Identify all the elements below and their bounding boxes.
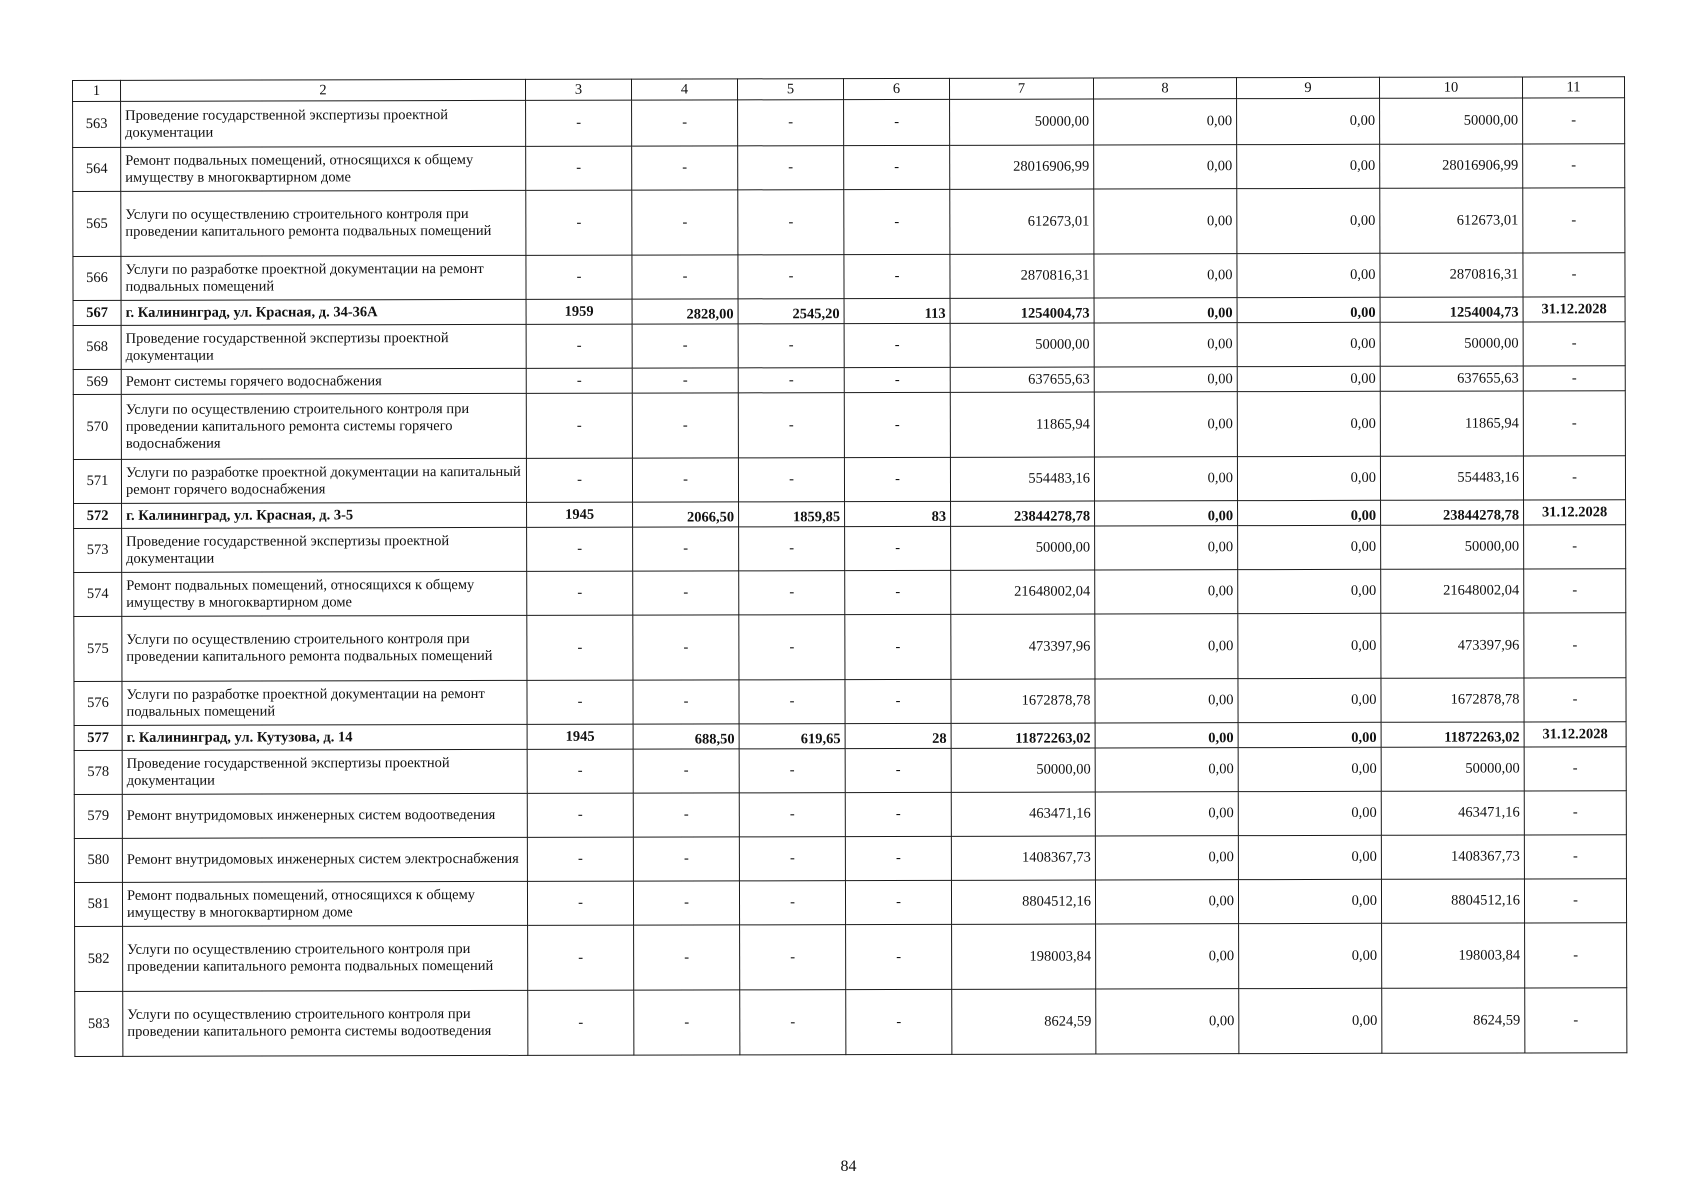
column-header: 2 (121, 79, 526, 101)
cell-col4: - (633, 881, 739, 925)
cell-col8: 0,00 (1095, 679, 1238, 723)
row-number: 563 (73, 101, 121, 147)
cell-col5: - (738, 100, 844, 146)
cell-col6: - (845, 614, 951, 679)
cell-col4: - (632, 368, 738, 393)
completion-date: 31.12.2028 (1524, 722, 1626, 747)
cell-col6: - (844, 367, 950, 392)
cell-col6: 28 (845, 723, 951, 748)
cell-col8: 0,00 (1095, 614, 1238, 679)
cell-col4: - (634, 990, 740, 1055)
cell-col3: - (526, 458, 632, 502)
cell-col9: 0,00 (1238, 791, 1381, 835)
cell-col9: 0,00 (1239, 923, 1382, 988)
cell-col7: 554483,16 (950, 457, 1094, 501)
cell-col3: - (526, 324, 632, 368)
capital-repair-table (72, 76, 1627, 1057)
cell-col5: - (739, 527, 845, 571)
cell-col6: - (845, 570, 951, 614)
cell-col10: 50000,00 (1381, 525, 1524, 569)
row-number: 583 (75, 991, 123, 1056)
page-number: 84 (840, 1158, 857, 1175)
cell-col9: 0,00 (1237, 144, 1380, 188)
cell-col7: 8624,59 (952, 989, 1096, 1054)
cell-col5: 1859,85 (739, 502, 845, 527)
row-number: 575 (74, 616, 122, 681)
cell-col7: 473397,96 (951, 614, 1095, 679)
cell-col10: 463471,16 (1381, 791, 1524, 835)
cell-col8: 0,00 (1096, 924, 1239, 989)
cell-col6: - (844, 457, 950, 501)
table-row (73, 391, 1625, 460)
cell-col11: - (1524, 569, 1626, 613)
cell-col10: 11865,94 (1380, 391, 1523, 456)
address-row (74, 500, 1626, 529)
cell-col5: - (738, 458, 844, 502)
cell-col7: 50000,00 (950, 323, 1094, 367)
row-number: 581 (74, 882, 122, 926)
cell-col5: 619,65 (739, 724, 845, 749)
cell-col7: 28016906,99 (950, 145, 1094, 189)
cell-col8: 0,00 (1094, 323, 1237, 367)
cell-col9: 0,00 (1237, 322, 1380, 366)
cell-col5: - (739, 881, 845, 925)
row-number: 579 (74, 794, 122, 838)
cell-col8: 0,00 (1094, 298, 1237, 323)
cell-col7: 11872263,02 (951, 723, 1095, 748)
build-year: 1959 (526, 299, 632, 324)
cell-col11: - (1524, 879, 1626, 923)
cell-col4: - (632, 458, 738, 502)
cell-col4: - (633, 749, 739, 793)
cell-col10: 28016906,99 (1380, 144, 1523, 188)
row-number: 582 (75, 926, 123, 991)
cell-col9: 0,00 (1237, 366, 1380, 391)
column-header: 8 (1093, 78, 1236, 99)
table-row (74, 613, 1626, 682)
work-description: Проведение государственной экспертизы проектной документации (122, 527, 527, 572)
work-description: Услуги по осуществлению строительного контроля при проведении капитального ремонта подвальных помещений (122, 615, 527, 681)
row-number: 572 (74, 503, 122, 528)
cell-col11: - (1523, 98, 1625, 144)
cell-col7: 463471,16 (951, 792, 1095, 836)
cell-col7: 8804512,16 (951, 880, 1095, 924)
column-header: 4 (631, 79, 737, 100)
work-description: Услуги по осуществлению строительного контроля при проведении капитального ремонта системы водоотведения (123, 990, 528, 1056)
cell-col7: 50000,00 (950, 99, 1094, 145)
row-number: 574 (74, 572, 122, 616)
completion-date: 31.12.2028 (1523, 297, 1625, 322)
table-row (75, 988, 1627, 1057)
cell-col3: - (527, 680, 633, 724)
column-header: 7 (949, 78, 1093, 99)
cell-col3: - (527, 881, 633, 925)
cell-col5: 2545,20 (738, 299, 844, 324)
cell-col3: - (526, 100, 632, 146)
cell-col7: 1254004,73 (950, 298, 1094, 323)
cell-col4: - (632, 100, 738, 146)
column-header: 11 (1522, 77, 1624, 98)
cell-col5: - (738, 393, 844, 458)
cell-col5: - (738, 255, 844, 299)
cell-col8: 0,00 (1094, 145, 1237, 189)
work-description: Услуги по осуществлению строительного контроля при проведении капитального ремонта системы горячего водоснабжения (121, 393, 526, 459)
cell-col5: - (738, 190, 844, 255)
row-number: 573 (74, 528, 122, 572)
cell-col9: 0,00 (1237, 188, 1380, 253)
cell-col11: - (1524, 525, 1626, 569)
cell-col4: - (633, 680, 739, 724)
table-row (74, 747, 1626, 795)
cell-col4: - (632, 255, 738, 299)
cell-col10: 21648002,04 (1381, 569, 1524, 613)
cell-col10: 1408367,73 (1381, 835, 1524, 879)
cell-col6: - (845, 880, 951, 924)
cell-col3: - (526, 190, 632, 255)
cell-col8: 0,00 (1094, 254, 1237, 298)
cell-col9: 0,00 (1237, 98, 1380, 144)
cell-col9: 0,00 (1238, 722, 1381, 747)
cell-col3: - (526, 368, 632, 393)
cell-col5: - (739, 571, 845, 615)
table-row (74, 525, 1626, 573)
cell-col9: 0,00 (1238, 879, 1381, 923)
cell-col10: 473397,96 (1381, 613, 1524, 678)
cell-col9: 0,00 (1238, 678, 1381, 722)
cell-col9: 0,00 (1238, 747, 1381, 791)
cell-col10: 554483,16 (1380, 456, 1523, 500)
table-row (75, 923, 1627, 992)
cell-col6: - (844, 99, 950, 145)
cell-col6: 83 (845, 501, 951, 526)
cell-col5: - (739, 793, 845, 837)
cell-col11: - (1524, 791, 1626, 835)
build-year: 1945 (527, 724, 633, 749)
cell-col7: 2870816,31 (950, 254, 1094, 298)
cell-col9: 0,00 (1238, 613, 1381, 678)
building-address: г. Калининград, ул. Красная, д. 3-5 (122, 502, 527, 528)
cell-col3: - (528, 925, 634, 990)
cell-col7: 50000,00 (951, 748, 1095, 792)
cell-col6: - (846, 989, 952, 1054)
cell-col7: 612673,01 (950, 189, 1094, 254)
row-number: 571 (73, 459, 121, 503)
work-description: Проведение государственной экспертизы проектной документации (121, 100, 526, 147)
cell-col11: - (1524, 747, 1626, 791)
cell-col7: 11865,94 (950, 392, 1094, 457)
cell-col11: - (1523, 366, 1625, 391)
cell-col4: 2066,50 (633, 502, 739, 527)
cell-col10: 198003,84 (1382, 923, 1525, 988)
cell-col10: 1672878,78 (1381, 678, 1524, 722)
cell-col11: - (1524, 613, 1626, 678)
cell-col8: 0,00 (1094, 457, 1237, 501)
table-row (74, 678, 1626, 726)
cell-col3: - (526, 146, 632, 190)
cell-col3: - (527, 837, 633, 881)
table-row (73, 366, 1625, 395)
cell-col11: - (1523, 144, 1625, 188)
cell-col8: 0,00 (1095, 501, 1238, 526)
cell-col8: 0,00 (1094, 367, 1237, 392)
cell-col11: - (1523, 322, 1625, 366)
cell-col4: - (634, 925, 740, 990)
cell-col8: 0,00 (1095, 570, 1238, 614)
building-address: г. Калининград, ул. Красная, д. 34-36А (121, 299, 526, 325)
cell-col9: 0,00 (1238, 835, 1381, 879)
column-header: 6 (843, 78, 949, 99)
cell-col3: - (527, 615, 633, 680)
cell-col8: 0,00 (1095, 880, 1238, 924)
cell-col4: 2828,00 (632, 299, 738, 324)
address-row (74, 722, 1626, 751)
completion-date: 31.12.2028 (1524, 500, 1626, 525)
cell-col8: 0,00 (1094, 99, 1237, 145)
work-description: Ремонт подвальных помещений, относящихся к общему имуществу в многоквартирном доме (121, 146, 526, 191)
cell-col8: 0,00 (1095, 748, 1238, 792)
row-number: 576 (74, 681, 122, 725)
cell-col10: 637655,63 (1380, 366, 1523, 391)
cell-col5: - (738, 368, 844, 393)
cell-col4: - (633, 837, 739, 881)
cell-col4: - (632, 146, 738, 190)
cell-col5: - (738, 146, 844, 190)
cell-col6: - (844, 189, 950, 254)
work-description: Услуги по осуществлению строительного контроля при проведении капитального ремонта подвальных помещений (121, 190, 526, 256)
cell-col11: - (1523, 456, 1625, 500)
cell-col8: 0,00 (1095, 723, 1238, 748)
cell-col6: - (845, 748, 951, 792)
cell-col5: - (739, 615, 845, 680)
work-description: Услуги по осуществлению строительного контроля при проведении капитального ремонта подвальных помещений (123, 925, 528, 991)
cell-col5: - (739, 749, 845, 793)
table-row (74, 791, 1626, 839)
cell-col4: - (633, 527, 739, 571)
cell-col11: - (1525, 988, 1627, 1053)
cell-col11: - (1523, 253, 1625, 297)
cell-col4: - (632, 324, 738, 368)
cell-col3: - (527, 793, 633, 837)
cell-col3: - (528, 990, 634, 1055)
cell-col7: 198003,84 (952, 924, 1096, 989)
cell-col7: 23844278,78 (951, 501, 1095, 526)
table-row (74, 835, 1626, 883)
row-number: 565 (73, 191, 121, 256)
cell-col10: 8624,59 (1382, 988, 1525, 1053)
cell-col11: - (1523, 391, 1625, 456)
cell-col6: - (844, 323, 950, 367)
building-address: г. Калининград, ул. Кутузова, д. 14 (122, 724, 527, 750)
cell-col7: 50000,00 (951, 526, 1095, 570)
cell-col6: - (845, 792, 951, 836)
cell-col6: - (846, 924, 952, 989)
column-header: 1 (73, 80, 121, 101)
cell-col5: - (738, 324, 844, 368)
cell-col8: 0,00 (1095, 792, 1238, 836)
cell-col9: 0,00 (1237, 253, 1380, 297)
cell-col4: - (633, 571, 739, 615)
cell-col10: 11872263,02 (1381, 722, 1524, 747)
row-number: 568 (73, 325, 121, 369)
cell-col6: - (845, 836, 951, 880)
cell-col9: 0,00 (1239, 988, 1382, 1053)
cell-col6: - (845, 679, 951, 723)
cell-col3: - (527, 527, 633, 571)
table-row (74, 879, 1626, 927)
cell-col8: 0,00 (1094, 189, 1237, 254)
cell-col3: - (527, 571, 633, 615)
cell-col7: 637655,63 (950, 367, 1094, 392)
cell-col9: 0,00 (1237, 297, 1380, 322)
table-row (74, 569, 1626, 617)
cell-col6: - (844, 254, 950, 298)
work-description: Ремонт подвальных помещений, относящихся к общему имуществу в многоквартирном доме (122, 881, 527, 926)
work-description: Услуги по разработке проектной документации на ремонт подвальных помещений (121, 255, 526, 300)
work-description: Ремонт подвальных помещений, относящихся к общему имуществу в многоквартирном доме (122, 571, 527, 616)
column-header: 9 (1236, 77, 1379, 98)
cell-col10: 2870816,31 (1380, 253, 1523, 297)
table-row (73, 456, 1625, 504)
cell-col5: - (740, 925, 846, 990)
cell-col11: - (1523, 188, 1625, 253)
work-description: Ремонт системы горячего водоснабжения (121, 368, 526, 394)
cell-col10: 50000,00 (1381, 747, 1524, 791)
cell-col3: - (526, 393, 632, 458)
table-row (73, 98, 1625, 148)
column-header: 5 (737, 79, 843, 100)
cell-col4: - (633, 793, 739, 837)
cell-col10: 8804512,16 (1381, 879, 1524, 923)
table-row (73, 144, 1625, 192)
work-description: Ремонт внутридомовых инженерных систем водоотведения (122, 793, 527, 838)
cell-col8: 0,00 (1095, 526, 1238, 570)
cell-col5: - (740, 990, 846, 1055)
row-number: 570 (73, 394, 121, 459)
cell-col6: - (845, 526, 951, 570)
build-year: 1945 (527, 502, 633, 527)
row-number: 580 (74, 838, 122, 882)
row-number: 566 (73, 256, 121, 300)
cell-col6: - (844, 145, 950, 189)
cell-col4: 688,50 (633, 724, 739, 749)
row-number: 567 (73, 300, 121, 325)
table-row (73, 253, 1625, 301)
cell-col10: 612673,01 (1380, 188, 1523, 253)
cell-col7: 21648002,04 (951, 570, 1095, 614)
cell-col6: 113 (844, 298, 950, 323)
column-header: 10 (1379, 77, 1522, 98)
cell-col9: 0,00 (1238, 500, 1381, 525)
cell-col10: 50000,00 (1380, 322, 1523, 366)
row-number: 578 (74, 750, 122, 794)
table-row (73, 188, 1625, 257)
work-description: Услуги по разработке проектной документации на ремонт подвальных помещений (122, 680, 527, 725)
table-row (73, 322, 1625, 370)
cell-col7: 1672878,78 (951, 679, 1095, 723)
cell-col3: - (527, 749, 633, 793)
cell-col9: 0,00 (1237, 456, 1380, 500)
cell-col10: 50000,00 (1380, 98, 1523, 144)
cell-col4: - (633, 615, 739, 680)
cell-col10: 23844278,78 (1381, 500, 1524, 525)
cell-col9: 0,00 (1238, 525, 1381, 569)
cell-col8: 0,00 (1095, 836, 1238, 880)
cell-col5: - (739, 837, 845, 881)
work-description: Проведение государственной экспертизы проектной документации (122, 749, 527, 794)
work-description: Проведение государственной экспертизы проектной документации (121, 324, 526, 369)
cell-col11: - (1525, 923, 1627, 988)
row-number: 577 (74, 725, 122, 750)
row-number: 569 (73, 369, 121, 394)
cell-col9: 0,00 (1237, 391, 1380, 456)
cell-col6: - (844, 392, 950, 457)
cell-col8: 0,00 (1096, 989, 1239, 1054)
column-header: 3 (525, 79, 631, 100)
cell-col3: - (526, 255, 632, 299)
cell-col10: 1254004,73 (1380, 297, 1523, 322)
cell-col4: - (632, 190, 738, 255)
cell-col11: - (1524, 835, 1626, 879)
work-description: Услуги по разработке проектной документации на капитальный ремонт горячего водоснабжения (121, 458, 526, 503)
cell-col4: - (632, 393, 738, 458)
row-number: 564 (73, 147, 121, 191)
cell-col5: - (739, 680, 845, 724)
work-description: Ремонт внутридомовых инженерных систем электроснабжения (122, 837, 527, 882)
cell-col8: 0,00 (1094, 392, 1237, 457)
address-row (73, 297, 1625, 326)
cell-col11: - (1524, 678, 1626, 722)
cell-col9: 0,00 (1238, 569, 1381, 613)
cell-col7: 1408367,73 (951, 836, 1095, 880)
